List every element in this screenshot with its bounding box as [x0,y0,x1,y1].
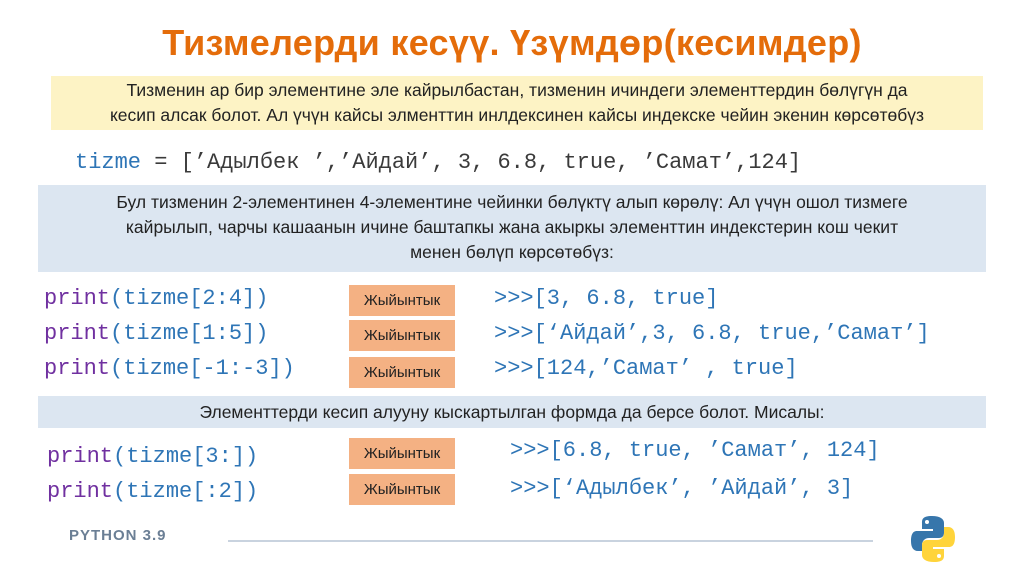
explain-line: кайрылып, чарчы кашаанын ичине баштапкы жана акыркы элементтин индекстерин кош чекит [125,217,899,237]
print-args: (tizme[3:]) [113,444,259,469]
print-args: (tizme[1:5]) [110,321,269,346]
print-keyword: print [44,356,111,381]
result-badge: Жыйынтык [349,285,455,316]
result-badge: Жыйынтык [349,357,455,388]
explain-line: Бул тизменин 2-элементинен 4-элементине чейинки бөлүктү алып көрөлү: Ал үчүн ошол тизмеге [116,192,908,212]
intro-line: кесип алсак болот. Ал үчүн кайсы элменттин инлдексинен кайсы индекске чейин экенин көрсөтөбүз [109,105,925,125]
code-value: = [’Адылбек ’,’Айдай’, 3, 6.8, true, ’Самат’,124] [141,150,802,175]
footer-divider [228,540,873,542]
result-output: >>>[‘Адылбек’, ’Айдай’, 3] [510,476,854,501]
result-badge: Жыйынтык [349,438,455,469]
intro-line: Тизменин ар бир элементине эле кайрылбастан, тизменин ичиндеги элементтердин бөлүгүн да [126,80,908,100]
result-output: >>>[6.8, true, ’Самат’, 124] [510,438,880,463]
print-statement [44,321,268,346]
print-keyword: print [47,444,114,469]
print-keyword: print [44,321,111,346]
intro-box [51,76,983,130]
print-args: (tizme[:2]) [113,479,259,504]
print-args: (tizme[2:4]) [110,286,269,311]
print-args: (tizme[-1:-3]) [110,356,295,381]
explain-line: менен бөлүп көрсөтөбүз: [410,242,614,262]
python-version-logo: PYTHON 3.9 [69,527,167,544]
list-definition-code [75,150,801,175]
explain-box [38,185,986,272]
print-keyword: print [47,479,114,504]
print-statement [47,479,258,504]
print-keyword: print [44,286,111,311]
print-statement [44,286,268,311]
python-logo-icon [910,514,956,564]
result-output: >>>[‘Айдай’,3, 6.8, true,’Самат’] [494,321,930,346]
code-variable: tizme [75,150,142,175]
print-statement [44,356,295,381]
note-box: Элементтерди кесип алууну кыскартылган формда да берсе болот. Мисалы: [38,396,986,428]
result-badge: Жыйынтык [349,320,455,351]
print-statement [47,444,258,469]
result-output: >>>[3, 6.8, true] [494,286,719,311]
result-output: >>>[124,’Самат’ , true] [494,356,798,381]
slide-title: Тизмелерди кесүү. Үзүмдөр(кесимдер) [162,22,862,63]
result-badge: Жыйынтык [349,474,455,505]
